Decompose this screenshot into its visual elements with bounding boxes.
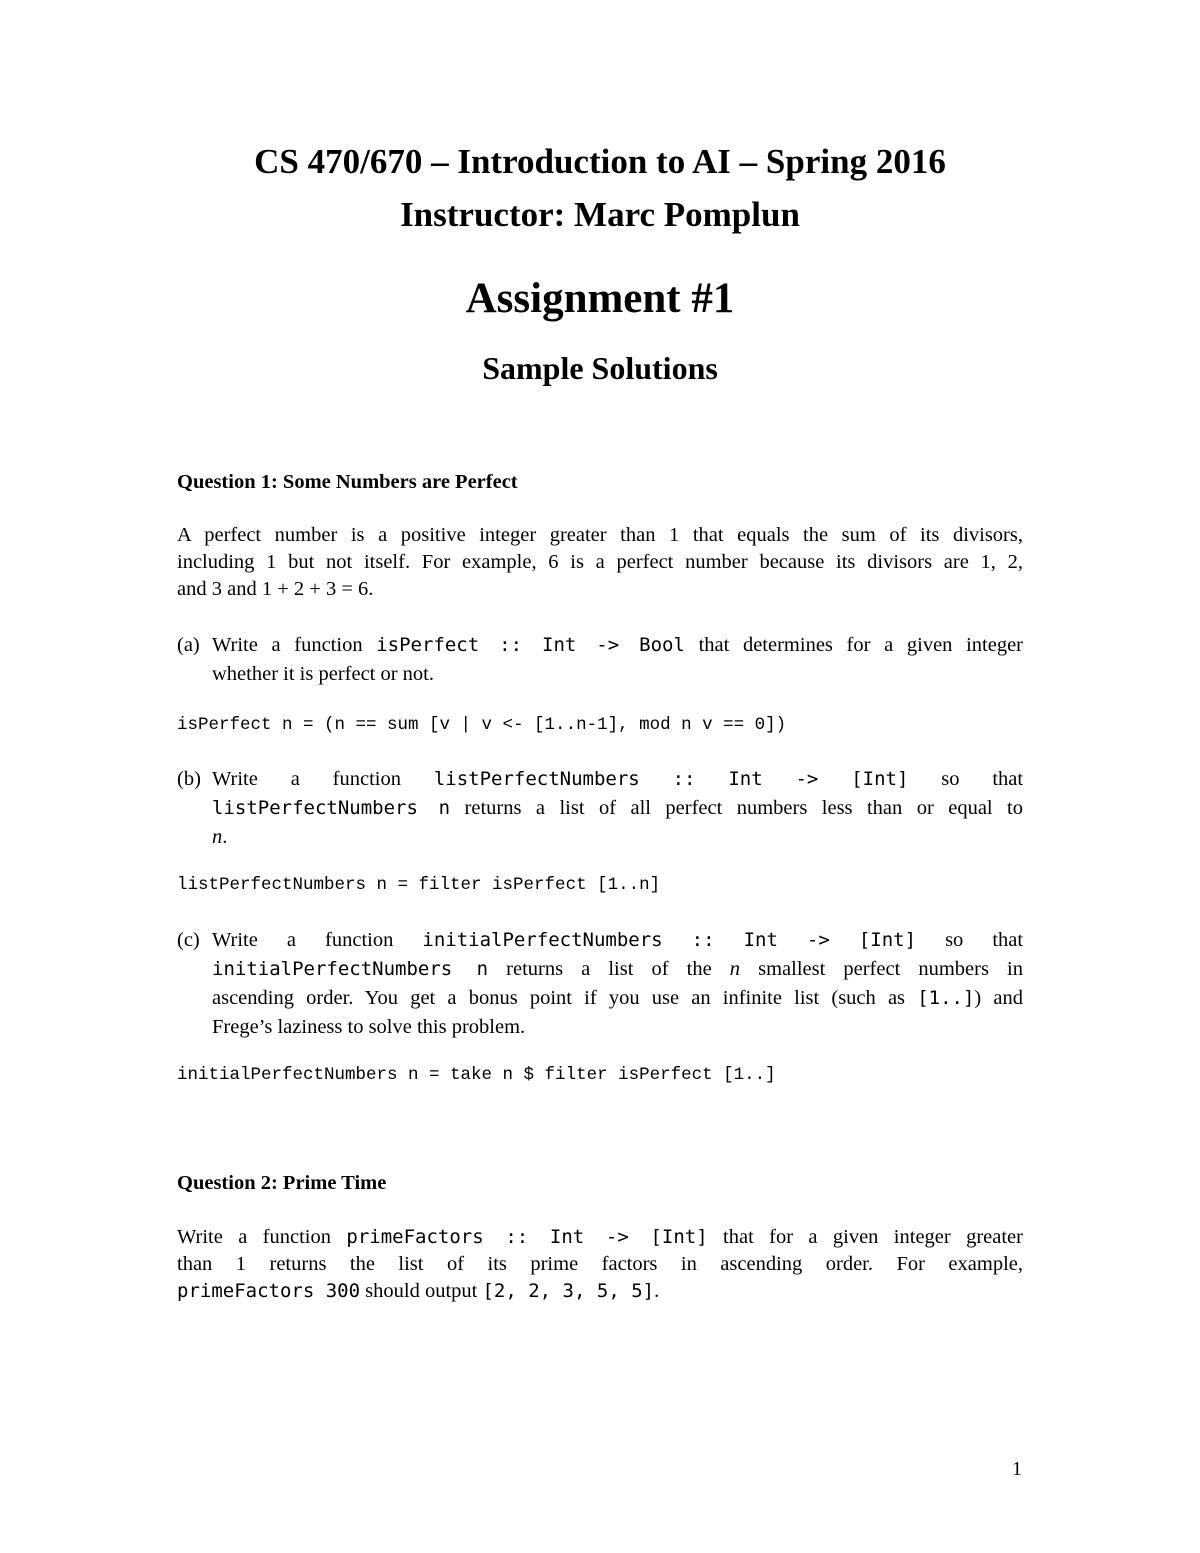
question-1b-line-3 [212, 823, 1023, 852]
question-1c-line-3 [212, 984, 1023, 1013]
q1b-code: [Int] [851, 768, 909, 790]
q1c-code: Int [743, 929, 778, 951]
q1b-code: listPerfectNumbers n [212, 797, 451, 819]
q1b-period: . [222, 826, 228, 848]
q1c-word: function [325, 929, 394, 951]
instructor-line: Instructor: Marc Pomplun [400, 195, 800, 234]
q1b-code: listPerfectNumbers [433, 768, 640, 790]
q1b-code: :: [672, 768, 696, 790]
solution-1a-code: isPerfect n = (n == sum [v | v <- [1..n-1], mod n v == 0]) [177, 715, 787, 735]
q1c-code: [Int] [858, 929, 917, 951]
q1c-word: that [992, 929, 1024, 951]
q2-example-output: [2, 2, 3, 5, 5] [482, 1280, 655, 1302]
question-1-heading: Question 1: Some Numbers are Perfect [177, 471, 518, 493]
q1c-code: [1..] [917, 987, 975, 1009]
q1c-code: initialPerfectNumbers n [212, 958, 489, 980]
question-1b [177, 765, 1023, 852]
q1b-code: -> [795, 768, 819, 790]
intro-line-1: A perfect number is a positive integer greater than 1 that equals the sum of its divisors, [177, 524, 1023, 546]
item-label-c: (c) [177, 929, 200, 951]
q2-text: that for a given integer greater [707, 1226, 1023, 1248]
question-1a-line-2: whether it is perfect or not. [212, 663, 435, 685]
q1b-code: Int [728, 768, 763, 790]
question-1c-line-4: Frege’s laziness to solve this problem. [212, 1016, 526, 1038]
question-2-body [177, 1224, 1023, 1305]
q1c-code: initialPerfectNumbers [422, 929, 663, 951]
item-label-a: (a) [177, 634, 200, 656]
q1b-word: that [992, 768, 1024, 790]
q1b-word: function [332, 768, 401, 790]
item-label-b: (b) [177, 768, 201, 790]
q1c-text: ascending order. You get a bonus point if you use an infinite list (such as [212, 987, 918, 1009]
q1c-var-n: n [729, 958, 741, 980]
solution-1b-code: listPerfectNumbers n = filter isPerfect [1..n] [177, 875, 661, 895]
solution-1c-code: initialPerfectNumbers n = take n $ filter isPerfect [1..] [177, 1065, 776, 1085]
question-1-intro [177, 522, 1023, 603]
question-1b-line-2 [212, 794, 1023, 823]
page-number: 1 [1012, 1458, 1022, 1480]
intro-line-2: including 1 but not itself. For example, 6 is a perfect number because its divisors are 1, 2, [177, 551, 1023, 573]
q1c-text: ) and [974, 987, 1023, 1009]
q1c-text: returns a list of the [488, 958, 730, 980]
q1b-word: Write [212, 768, 258, 790]
q1b-word: a [290, 768, 300, 790]
q1c-word: so [945, 929, 964, 951]
question-1a-line-1 [212, 631, 1023, 660]
q2-period: . [654, 1280, 660, 1302]
q1a-text-2: that determines for a given integer [684, 634, 1023, 656]
q1b-var-n: n [212, 826, 223, 848]
q1b-word: so [941, 768, 960, 790]
question-2-heading: Question 2: Prime Time [177, 1172, 387, 1194]
question-1a [177, 631, 1023, 689]
q1c-code: :: [691, 929, 715, 951]
question-2-line-1 [177, 1224, 1023, 1251]
q1b-text: returns a list of all perfect numbers less than or equal to [450, 797, 1023, 819]
q2-text: Write a function [177, 1226, 347, 1248]
question-1b-line-1 [212, 765, 1023, 794]
intro-line-3: and 3 and 1 + 2 + 3 = 6. [177, 578, 374, 600]
question-1c-line-1 [212, 926, 1023, 955]
q2-signature: primeFactors :: Int -> [Int] [346, 1226, 708, 1248]
question-2-line-3 [177, 1278, 1023, 1305]
question-1c-line-2 [212, 955, 1023, 984]
question-1c [177, 926, 1023, 1042]
question-2-line-2: than 1 returns the list of its prime factors in ascending order. For example, [177, 1253, 1023, 1275]
q2-example-code: primeFactors 300 [177, 1280, 361, 1302]
course-title: CS 470/670 – Introduction to AI – Spring 2016 [254, 142, 946, 181]
q1c-word: Write [212, 929, 258, 951]
assignment-title: Assignment #1 [465, 275, 735, 322]
subtitle: Sample Solutions [482, 350, 718, 386]
q1c-code: -> [806, 929, 830, 951]
q1c-word: a [286, 929, 296, 951]
q2-text: should output [360, 1280, 483, 1302]
q1a-text-1: Write a function [212, 634, 377, 656]
q1c-text: smallest perfect numbers in [740, 958, 1023, 980]
q1a-signature: isPerfect :: Int -> Bool [376, 634, 685, 656]
